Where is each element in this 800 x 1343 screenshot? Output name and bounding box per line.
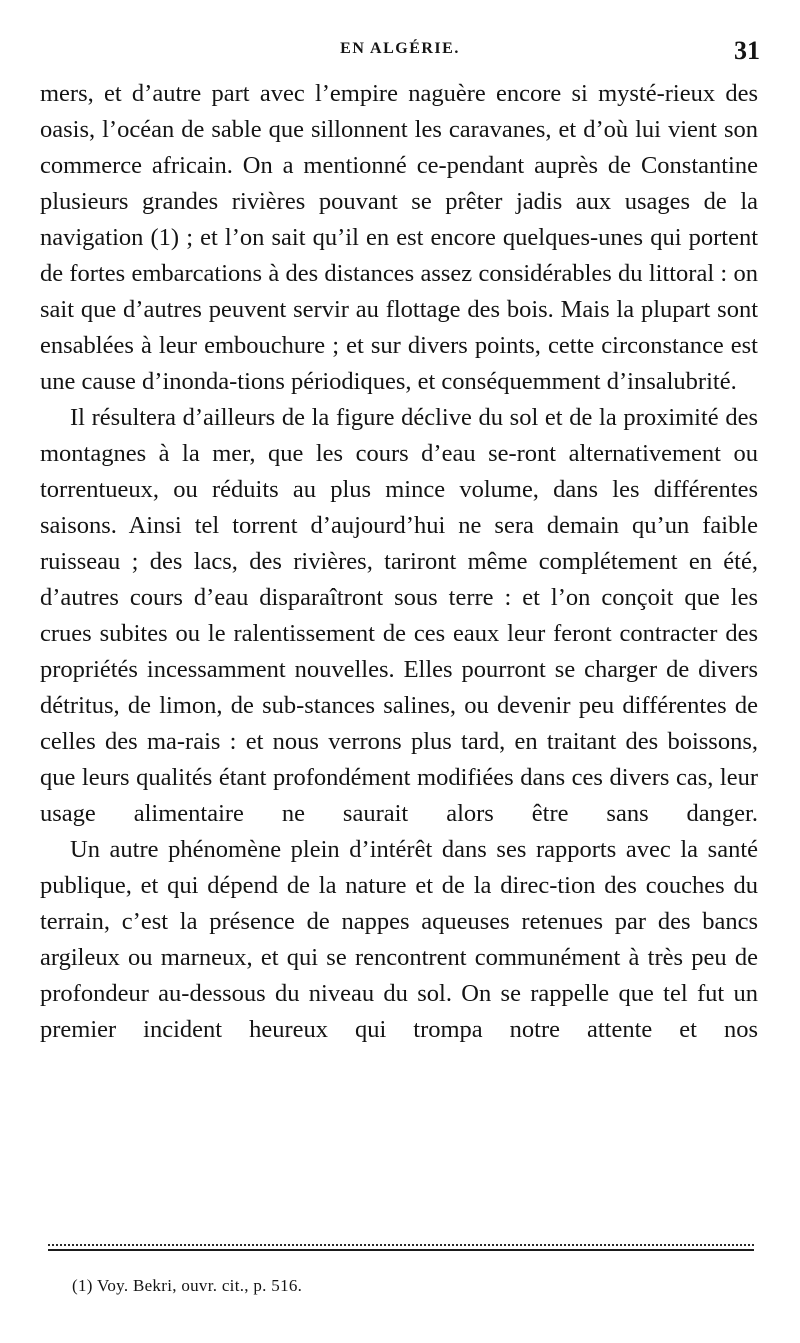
solid-rule: [48, 1249, 754, 1251]
page-header: [0, 34, 800, 74]
running-title: EN ALGÉRIE.: [340, 40, 460, 57]
page-number: 31: [734, 36, 760, 65]
dotted-rule: [48, 1244, 754, 1246]
footnote-rule: [48, 1244, 754, 1256]
page-body: [40, 76, 758, 1048]
paragraph: mers, et d’autre part avec l’empire naguère encore si mysté-rieux des oasis, l’océan de sable que sillonnent les caravanes, et d’où lui vient son commerce africain. On a mentionné ce-pendant auprès de Constantine plusieurs grandes rivières pouvant se prêter jadis aux usages de la navigation (1) ; et l’on sait qu’il en est encore quelques-unes qui portent de fortes embarcations à des distances assez considérables du littoral : on sait que d’autres peuvent servir au flottage des bois. Mais la plupart sont ensablées à leur embouchure ; et sur divers points, cette circonstance est une cause d’inonda-tions périodiques, et conséquemment d’insalubrité.: [40, 80, 758, 395]
paragraph: Il résultera d’ailleurs de la figure déclive du sol et de la proximité des montagnes à la mer, que les cours d’eau se-ront alternativement ou torrentueux, ou réduits au plus mince volume, dans les différentes saisons. Ainsi tel torrent d’aujourd’hui ne sera demain qu’un faible ruisseau ; des lacs, des rivières, tariront même complétement en été, d’autres cours d’eau disparaîtront sous terre : et l’on conçoit que les crues subites ou le ralentissement de ces eaux leur feront contracter des propriétés incessamment nouvelles. Elles pourront se charger de divers détritus, de limon, de sub-stances salines, ou devenir peu différentes de celles des ma-rais : et nous verrons plus tard, en traitant des boissons, que leurs qualités étant profondément modifiées dans ces divers cas, leur usage alimentaire ne saurait alors être sans danger.: [40, 404, 758, 827]
paragraph: Un autre phénomène plein d’intérêt dans ses rapports avec la santé publique, et qui dépend de la nature et de la direc-tion des couches du terrain, c’est la présence de nappes aqueuses retenues par des bancs argileux ou marneux, et qui se rencontrent communément à très peu de profondeur au-dessous du niveau du sol. On se rappelle que tel fut un premier incident heureux qui trompa notre attente et nos: [40, 836, 758, 1043]
footnote: (1) Voy. Bekri, ouvr. cit., p. 516.: [72, 1276, 303, 1295]
